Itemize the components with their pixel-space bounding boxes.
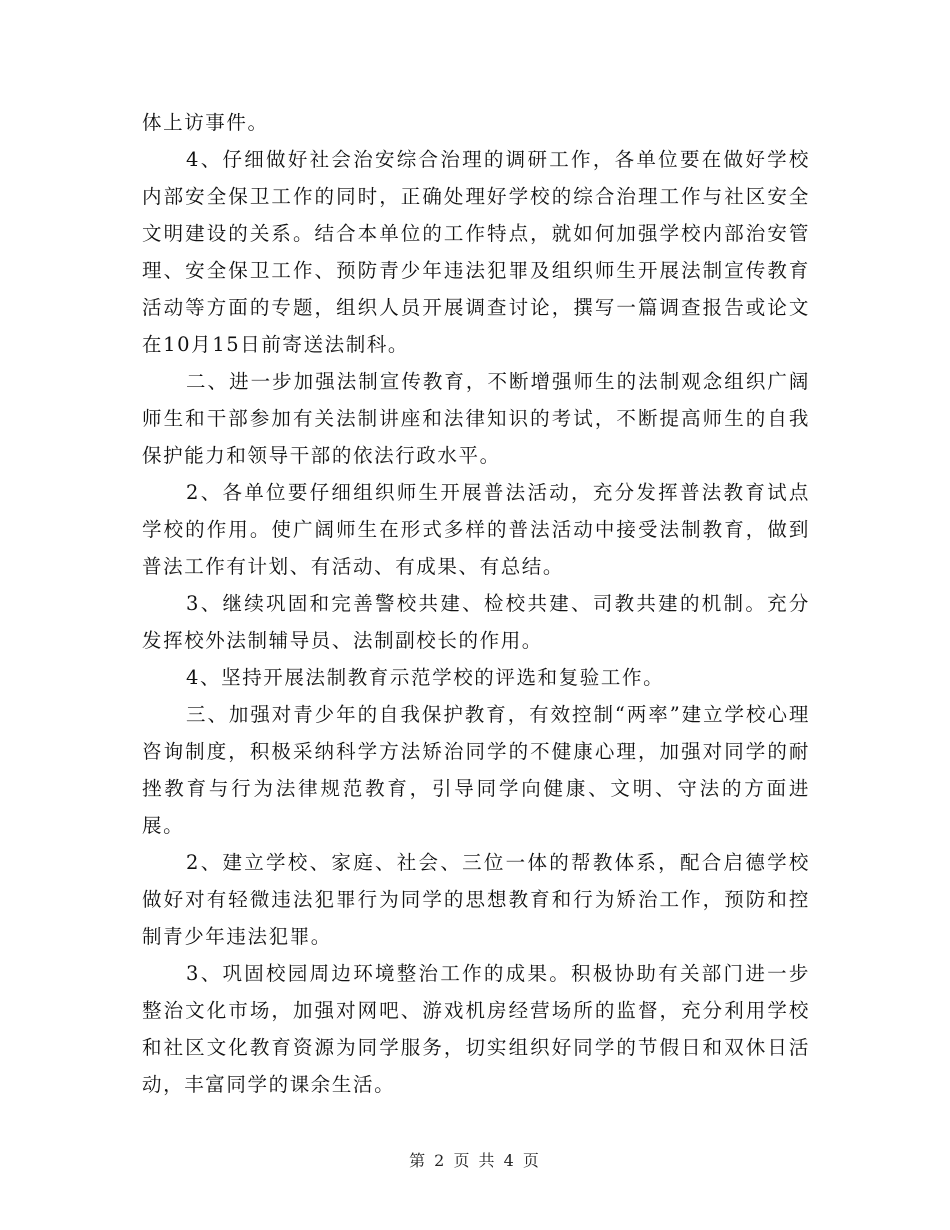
paragraph-1: 体上访事件。 (142, 111, 269, 134)
paragraph-9: 3、巩固校园周边环境整治工作的成果。积极协助有关部门进一步整治文化市场，加强对网吧、游戏机房经营场所的监督，充分利用学校和社区文化教育资源为同学服务，切实组织好同学的节假日和双休日活动，丰富同学的课余生活。 (142, 962, 810, 1096)
paragraph-7: 三、加强对青少年的自我保护教育，有效控制“两率”建立学校心理咨询制度，积极采纳科学方法矫治同学的不健康心理，加强对同学的耐挫教育与行为法律规范教育，引导同学向健康、文明、守法的方面进展。 (142, 703, 810, 837)
document-body (142, 104, 810, 1103)
paragraph-2: 4、仔细做好社会治安综合治理的调研工作，各单位要在做好学校内部安全保卫工作的同时，正确处理好学校的综合治理工作与社区安全文明建设的关系。结合本单位的工作特点，就如何加强学校内部治安管理、安全保卫工作、预防青少年违法犯罪及组织师生开展法制宣传教育活动等方面的专题，组织人员开展调查讨论，撰写一篇调查报告或论文在10月15日前寄送法制科。 (142, 148, 810, 356)
page-number-footer: 第 2 页 共 4 页 (409, 1151, 541, 1170)
paragraph-3: 二、进一步加强法制宣传教育，不断增强师生的法制观念组织广阔师生和干部参加有关法制讲座和法律知识的考试，不断提高师生的自我保护能力和领导干部的依法行政水平。 (142, 370, 810, 467)
paragraph-5: 3、继续巩固和完善警校共建、检校共建、司教共建的机制。充分发挥校外法制辅导员、法制副校长的作用。 (142, 592, 810, 652)
paragraph-8: 2、建立学校、家庭、社会、三位一体的帮教体系，配合启德学校做好对有轻微违法犯罪行为同学的思想教育和行为矫治工作，预防和控制青少年违法犯罪。 (142, 851, 810, 948)
paragraph-4: 2、各单位要仔细组织师生开展普法活动，充分发挥普法教育试点学校的作用。使广阔师生在形式多样的普法活动中接受法制教育，做到普法工作有计划、有活动、有成果、有总结。 (142, 481, 810, 578)
paragraph-6: 4、坚持开展法制教育示范学校的评选和复验工作。 (186, 666, 665, 689)
